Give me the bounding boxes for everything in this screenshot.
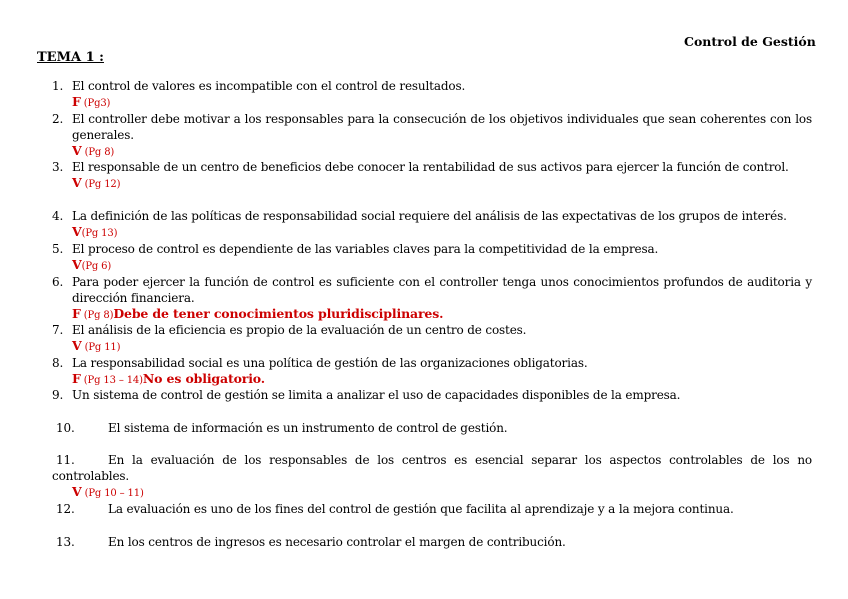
question-text: El análisis de la eficiencia es propio de la evaluación de un centro de costes.: [72, 323, 527, 337]
answer-comment: Debe de tener conocimientos pluridisciplinares.: [113, 306, 444, 321]
question-item: [52, 452, 812, 501]
question-number: 6.: [52, 275, 64, 289]
answer-comment: No es obligatorio.: [142, 371, 265, 386]
question-number: 13.: [56, 535, 75, 549]
question-text: El proceso de control es dependiente de las variables claves para la competitividad de la empresa.: [72, 242, 659, 256]
question-text: El responsable de un centro de beneficios debe conocer la rentabilidad de sus activos para ejercer la función de control.: [72, 160, 789, 174]
answer-line: [72, 175, 812, 192]
question-text: En los centros de ingresos es necesario controlar el margen de contribución.: [108, 535, 566, 549]
question-number: 4.: [52, 209, 64, 223]
answer-page-ref: (Pg 13): [81, 228, 118, 239]
question-item: [52, 501, 812, 517]
answer-line: [72, 224, 812, 241]
question-item: [52, 111, 812, 160]
question-text: El sistema de información es un instrumento de control de gestión.: [108, 421, 508, 435]
answer-line: [72, 338, 812, 355]
answer-value: V: [72, 338, 82, 353]
question-number: 3.: [52, 160, 64, 174]
answer-page-ref: (Pg 13 – 14): [80, 375, 143, 386]
question-item: [52, 208, 812, 241]
section-title: TEMA 1 :: [37, 50, 104, 65]
answer-page-ref: (Pg3): [80, 98, 111, 109]
question-item: [52, 322, 812, 355]
question-number: 7.: [52, 323, 64, 337]
answer-line: [72, 306, 812, 323]
answer-value: V: [72, 224, 82, 239]
answer-line: [72, 484, 812, 501]
question-text: La evaluación es uno de los fines del control de gestión que facilita al aprendizaje y a la mejora continua.: [108, 502, 734, 516]
question-text: Un sistema de control de gestión se limita a analizar el uso de capacidades disponibles de la empresa.: [72, 388, 681, 402]
answer-page-ref: (Pg 12): [81, 179, 121, 190]
answer-page-ref: (Pg 8): [81, 147, 115, 158]
answer-page-ref: (Pg 10 – 11): [81, 488, 144, 499]
question-item: [52, 420, 812, 436]
question-item: [52, 241, 812, 274]
question-number: 8.: [52, 356, 64, 370]
question-number: 10.: [56, 421, 75, 435]
answer-value: V: [72, 257, 82, 272]
answer-line: [72, 257, 812, 274]
question-text: El controller debe motivar a los responsables para la consecución de los objetivos individuales que sean coherentes con los generales.: [72, 112, 812, 142]
question-text: La responsabilidad social es una política de gestión de las organizaciones obligatorias.: [72, 356, 588, 370]
answer-line: [72, 143, 812, 160]
question-item: [52, 274, 812, 323]
question-number: 9.: [52, 388, 64, 402]
question-text: El control de valores es incompatible con el control de resultados.: [72, 79, 466, 93]
answer-line: [72, 371, 812, 388]
question-number: 2.: [52, 112, 64, 126]
answer-page-ref: (Pg 6): [81, 261, 112, 272]
answer-value: F: [72, 94, 81, 109]
answer-value: F: [72, 371, 81, 386]
answer-value: V: [72, 484, 82, 499]
answer-value: V: [72, 175, 82, 190]
answer-line: [72, 94, 812, 111]
question-text: Para poder ejercer la función de control es suficiente con el controller tenga unos conocimientos profundos de auditoria y dirección financiera.: [72, 275, 812, 305]
question-text: En la evaluación de los responsables de los centros es esencial separar los aspectos controlables de los no controlables.: [52, 453, 812, 483]
question-item: [52, 387, 812, 403]
question-text: La definición de las políticas de responsabilidad social requiere del análisis de las expectativas de los grupos de interés.: [72, 209, 787, 223]
question-number: 5.: [52, 242, 64, 256]
answer-page-ref: (Pg 11): [81, 342, 121, 353]
question-item: [52, 355, 812, 388]
answer-value: F: [72, 306, 81, 321]
question-item: [52, 78, 812, 111]
answer-value: V: [72, 143, 82, 158]
question-number: 12.: [56, 502, 75, 516]
question-item: [52, 159, 812, 192]
question-number: 1.: [52, 79, 64, 93]
question-item: [52, 534, 812, 550]
answer-page-ref: (Pg 8): [80, 310, 114, 321]
document-header-title: Control de Gestión: [684, 34, 816, 49]
question-number: 11.: [56, 453, 75, 467]
